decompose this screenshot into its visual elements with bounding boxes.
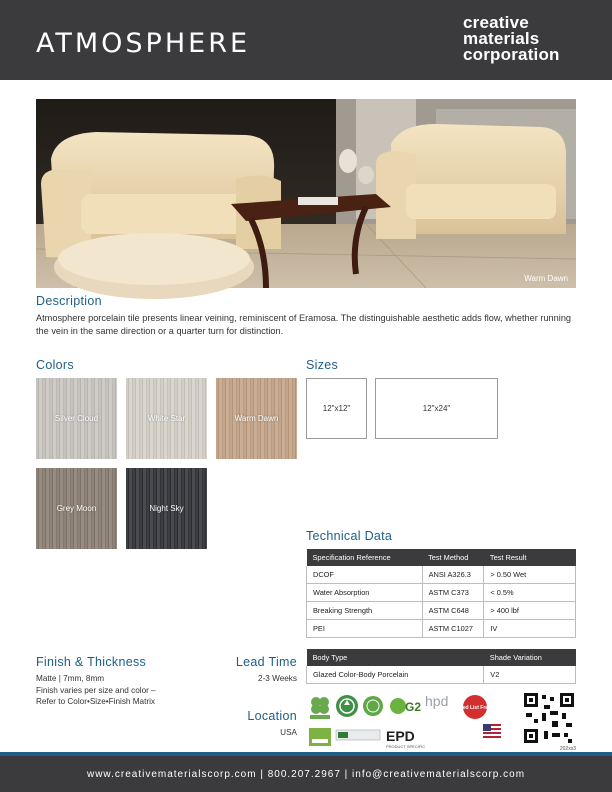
table-header-row — [307, 549, 576, 566]
location-heading: Location — [247, 709, 297, 723]
hpd-logo — [423, 691, 457, 713]
body-type-table — [306, 649, 576, 684]
table-cell: V2 — [484, 666, 576, 684]
table-cell: DCOF — [307, 566, 423, 584]
lead-time-heading: Lead Time — [235, 655, 297, 669]
green-seal-icon — [362, 695, 384, 717]
lead-time-value: 2-3 Weeks — [258, 674, 297, 683]
hero-caption: Warm Dawn — [524, 274, 568, 283]
product-title: ATMOSPHERE — [36, 28, 251, 59]
column-header: Test Result — [484, 549, 576, 566]
brand-logo: creative materials corporation — [463, 13, 560, 64]
size-box-12x12: 12"x12" — [306, 378, 367, 439]
table-row — [307, 602, 576, 620]
size-box-12x24: 12"x24" — [375, 378, 498, 439]
qr-code-icon — [522, 691, 576, 752]
technical-heading: Technical Data — [306, 529, 393, 543]
svg-text:Red List Free: Red List Free — [459, 705, 491, 711]
column-header: Test Method — [422, 549, 484, 566]
table-cell: ASTM C648 — [422, 602, 484, 620]
usgbc-leaf-icon — [308, 694, 332, 720]
svg-text:PRODUCT SPECIFIC: PRODUCT SPECIFIC — [386, 744, 426, 749]
epd-logo — [384, 727, 428, 749]
location-value: USA — [280, 728, 297, 737]
table-row — [307, 566, 576, 584]
finish-text: Matte | 7mm, 8mm Finish varies per size and color – Refer to Color•Size•Finish Matrix — [36, 674, 156, 706]
table-cell: Water Absorption — [307, 584, 423, 602]
color-swatch-silver-cloud: Silver Cloud — [36, 378, 117, 459]
column-header: Shade Variation — [484, 649, 576, 666]
table-row — [307, 620, 576, 638]
qr-code-caption: 202xx3 — [559, 746, 576, 752]
colors-heading: Colors — [36, 358, 74, 372]
table-cell: PEI — [307, 620, 423, 638]
table-cell: ANSI A326.3 — [422, 566, 484, 584]
table-cell: ASTM C1027 — [422, 620, 484, 638]
living-room-illustration — [36, 99, 576, 288]
table-cell: ASTM C373 — [422, 584, 484, 602]
table-cell: Breaking Strength — [307, 602, 423, 620]
description-text: Atmosphere porcelain tile presents linear veining, reminiscent of Eramosa. The distinguishable aesthetic adds flow, whether running the vein in the same direction or a quarter turn for distinction. — [36, 313, 572, 336]
table-header-row — [307, 649, 576, 666]
svg-text:G2: G2 — [405, 700, 422, 714]
color-swatch-white-star: White Star — [126, 378, 207, 459]
hero-room-image — [36, 99, 576, 288]
column-header: Specification Reference — [307, 549, 423, 566]
usa-flag-icon — [483, 724, 501, 738]
svg-text:hpd: hpd — [425, 693, 449, 709]
column-header: Body Type — [307, 649, 484, 666]
table-row — [307, 584, 576, 602]
finish-heading: Finish & Thickness — [36, 655, 147, 669]
table-cell: Glazed Color-Body Porcelain — [307, 666, 484, 684]
color-swatch-grey-moon: Grey Moon — [36, 468, 117, 549]
table-cell: > 400 lbf — [484, 602, 576, 620]
table-cell: > 0.50 Wet — [484, 566, 576, 584]
footer-contact[interactable]: www.creativematerialscorp.com | 800.207.2967 | info@creativematerialscorp.com — [0, 756, 612, 792]
description-heading: Description — [36, 294, 102, 308]
sizes-heading: Sizes — [306, 358, 339, 372]
svg-text:EPD: EPD — [386, 728, 415, 744]
table-cell: < 0.5% — [484, 584, 576, 602]
color-swatch-night-sky: Night Sky — [126, 468, 207, 549]
g2-logo — [389, 694, 422, 718]
certification-badge-icon — [308, 727, 332, 747]
table-row — [307, 666, 576, 684]
table-cell: IV — [484, 620, 576, 638]
material-label-icon — [336, 727, 380, 737]
red-list-free-badge — [459, 694, 491, 720]
technical-data-table — [306, 549, 576, 638]
color-swatch-warm-dawn: Warm Dawn — [216, 378, 297, 459]
recycle-seal-icon — [335, 694, 359, 718]
